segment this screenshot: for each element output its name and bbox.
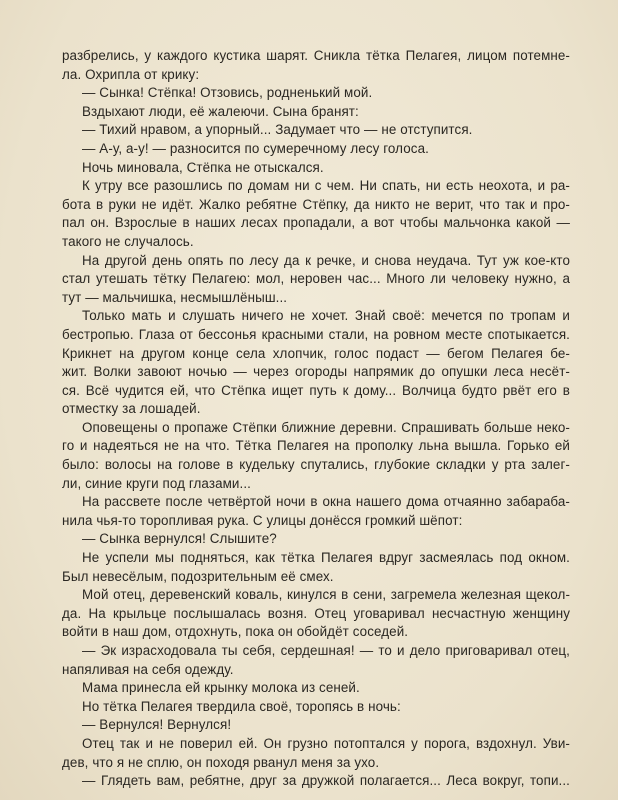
text-line: Ночь миновала, Стёпка не отыскался. <box>82 159 324 175</box>
text-line: Крикнет на другом конце села хлопчик, голос подаст — бегом Пелагея бе- <box>62 345 570 361</box>
text-line: Мама принесла ей крынку молока из сеней. <box>82 680 360 696</box>
text-line: Был невесёлым, подозрительным её смех. <box>62 568 334 584</box>
text-line: тут — мальчишка, несмышлёныш... <box>62 289 288 305</box>
text-line: такого не случалось. <box>62 233 194 249</box>
text-line: Не успели мы подняться, как тётка Пелагея вдруг засмеялась под окном. <box>82 550 570 566</box>
text-line: бота в руки не идёт. Жалко ребятне Стёпку, да никто не верит, что так и про- <box>62 196 570 212</box>
text-line: Но тётка Пелагея твердила своё, торопясь в ночь: <box>82 698 401 714</box>
text-line: ла. Охрипла от крику: <box>62 66 200 82</box>
text-line: — Глядеть вам, ребятне, друг за дружкой полагается... Леса вокруг, топи... <box>82 773 570 789</box>
text-line: ся. Всё чудится ей, что Стёпка ищет путь к дому... Волчица будто рвёт его в <box>62 382 570 398</box>
text-line: бестропью. Глаза от бессонья красными стали, на ровном месте спотыкается. <box>62 326 570 342</box>
text-line: пал он. Взрослые в наших лесах пропадали, а вот чтобы мальчонка какой — <box>62 215 570 231</box>
text-line: — Эк израсходовала ты себя, сердешная! — то и дело приговаривал отец, <box>82 643 570 658</box>
text-line: нила чья-то торопливая рука. С улицы донёсся громкий шёпот: <box>62 512 463 528</box>
text-line: — А-у, а-у! — разносится по сумеречному лесу голоса. <box>82 140 429 156</box>
text-line: Оповещены о пропаже Стёпки ближние деревни. Спрашивать больше неко- <box>82 419 570 435</box>
text-line: разбрелись, у каждого кустика шарят. Сникла тётка Пелагея, лицом потемне- <box>62 48 570 63</box>
text-line: дев, что я не сплю, он походя рванул меня за ухо. <box>62 754 380 770</box>
text-line: — Сынка! Стёпка! Отзовись, родненький мой. <box>82 85 373 101</box>
text-line: жит. Волки завоют ночью — через огороды напрямик до опушки леса несёт- <box>62 364 570 380</box>
text-line: — Тихий нравом, а упорный... Задумает что — не отступится. <box>82 122 473 138</box>
text-line: Мой отец, деревенский коваль, кинулся в сени, загремела железная щекол- <box>82 587 570 603</box>
text-line: Только мать и слушать ничего не хочет. Знай своё: мечется по тропам и <box>82 308 570 324</box>
text-line: На рассвете после четвёртой ночи в окна нашего дома отчаянно забараба- <box>82 494 570 510</box>
text-line: стал утешать тётку Пелагею: мол, неровен час... Много ли человеку нужно, а <box>62 271 570 287</box>
text-line: да. На крыльце послышалась возня. Отец уговаривал несчастную женщину <box>62 605 570 621</box>
page-text <box>62 47 570 791</box>
text-line: было: волосы на голове в кудельку спутались, глубокие складки у рта залег- <box>62 457 570 473</box>
text-line: отместку за лошадей. <box>62 401 201 417</box>
text-line: напяливая на себя одежду. <box>62 661 234 677</box>
text-line: Вздыхают люди, её жалеючи. Сына бранят: <box>82 103 359 119</box>
text-line: На другой день опять по лесу да к речке, и снова неудача. Тут уж кое-кто <box>82 252 570 268</box>
text-line: ли, синие круги под глазами... <box>62 475 251 491</box>
text-line: Отец так и не поверил ей. Он грузно потоптался у порога, вздохнул. Уви- <box>82 735 570 751</box>
text-line: — Вернулся! Вернулся! <box>82 717 232 733</box>
text-line: — Сынка вернулся! Слышите? <box>82 531 277 547</box>
text-line: го и надеяться не на что. Тётка Пелагея на прополку льна вышла. Горько ей <box>62 438 570 454</box>
text-line: К утру все разошлись по домам ни с чем. Ни спать, ни есть неохота, и ра- <box>82 178 570 194</box>
text-line: войти в наш дом, отдохнуть, пока он обойдёт соседей. <box>62 624 409 640</box>
